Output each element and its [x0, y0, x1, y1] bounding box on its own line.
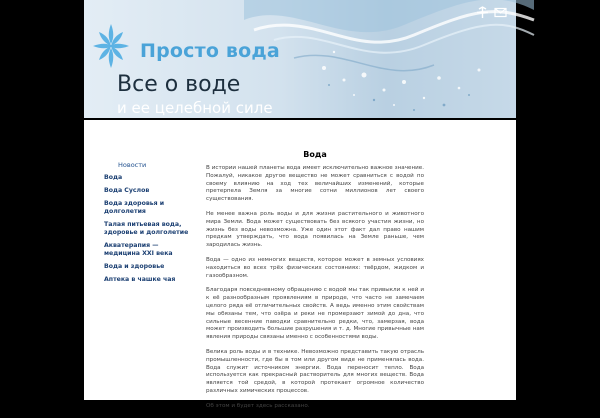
article-paragraph: Не менее важна роль воды и для жизни растительного и животного мира Земли. Вода может существовать без всякого участия жизни, но жизнь без воды невозможна. Уже один этот факт дал право нашим предкам утверждать, что вода появилась на Земле раньше, чем зародилась жизнь. [206, 210, 424, 249]
water-splash-image [234, 0, 534, 130]
sidebar-item-voda[interactable]: Вода [104, 174, 123, 181]
sidebar-item-voda-suslov[interactable]: Вода Суслов [104, 187, 150, 194]
article [206, 150, 424, 418]
sidebar-nav [104, 161, 192, 289]
home-icon[interactable] [476, 6, 489, 19]
article-paragraph: Благодаря повседневному обращению с водой мы так привыкли к ней и к её разнообразным проявлениям в природе, что часто не замечаем целого ряда её отличительных свойств. А ведь именно этим свойствам мы обязаны тем, что озёра и реки не промерзают зимой до дна, что сильные весенние паводки сравнительно редки, что, замерзая, вода может производить большие разрушения и т. д. Многие привычные нам явления природы связаны именно с особенностями воды. [206, 287, 424, 341]
site-tagline: Все о воде [117, 72, 241, 97]
mail-icon[interactable] [494, 6, 507, 19]
sidebar-item-apteka[interactable]: Аптека в чашке чая [104, 276, 176, 283]
sidebar-item-voda-i-zdorovye[interactable]: Вода и здоровье [104, 263, 165, 270]
site-name[interactable]: Просто вода [140, 40, 280, 62]
article-paragraph: Вода — одно из немногих веществ, которое может в земных условиях находиться во всех трёх физических состояниях: твёрдом, жидком и газообразном. [206, 256, 424, 279]
content-area [84, 120, 516, 409]
sidebar-item-talaya-voda[interactable]: Талая питьевая вода, здоровье и долголетие [104, 221, 189, 236]
article-title: Вода [303, 150, 327, 159]
article-paragraph: Велика роль воды и в технике. Невозможно представить такую отрасль промышленности, где бы в том или другом виде не применялась вода. Вода служит источником энергии. Вода переносит тепло. Вода используется как прекрасный растворитель для многих веществ. Вода является той средой, в которой протекает огромное количество различных химических процессов. [206, 348, 424, 394]
site-subtagline: и ее целебной силе [117, 99, 273, 117]
article-paragraph: В истории нашей планеты вода имеет исключительно важное значение. Пожалуй, никакое другое вещество не может сравниться с водой по своему влиянию на ход тех величайших изменений, которые претерпела Земля за многие сотни миллионов лет своего существования. [206, 165, 424, 203]
water-drop-logo-icon [91, 20, 131, 72]
sidebar-heading-news[interactable]: Новости [118, 161, 147, 169]
article-paragraph: Об этом и будет здесь рассказано. [206, 402, 310, 409]
sidebar-item-voda-zdorovya[interactable]: Вода здоровья и долголетия [104, 200, 165, 215]
header-banner [84, 0, 516, 118]
sidebar-item-akvaterapiya[interactable]: Акватерапия — медицина XXI века [104, 242, 173, 257]
